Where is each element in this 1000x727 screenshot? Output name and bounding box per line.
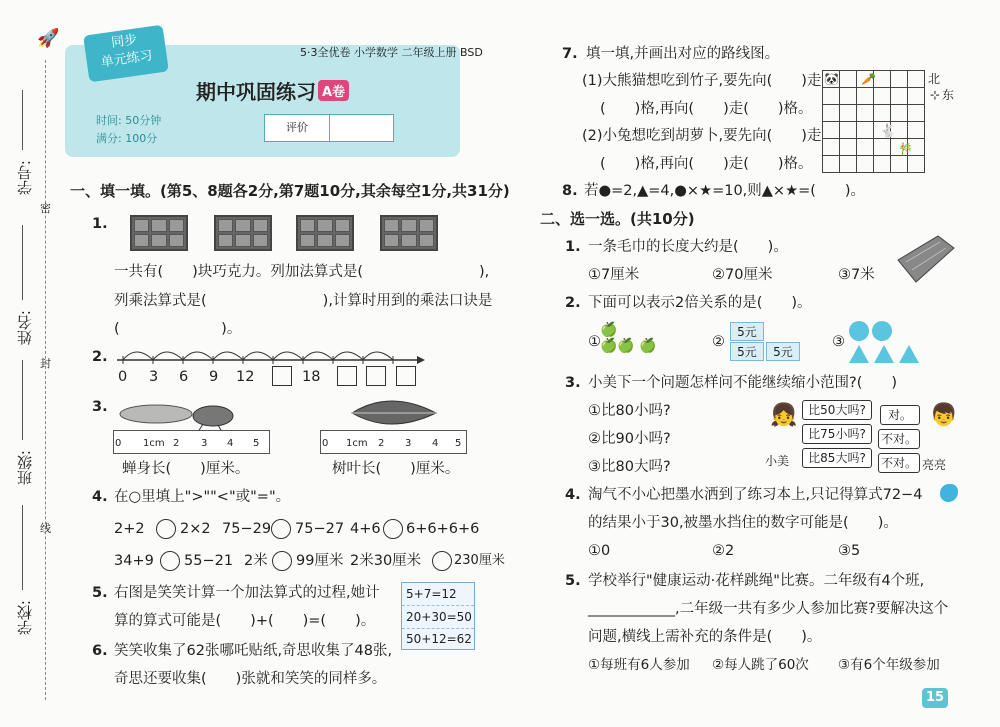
binding-mark: 密 <box>40 202 51 215</box>
expr: 6+6+6+6 <box>406 521 480 537</box>
section-heading: 二、选一选。(共10分) <box>540 210 695 228</box>
fruit-plates-icon: 🍏 🍏🍏 🍏 <box>600 322 657 354</box>
question-text: 填一填,并画出对应的路线图。 <box>586 46 780 62</box>
compass-east: 东 <box>942 88 955 102</box>
answer-box[interactable] <box>366 366 386 386</box>
expr: 2+2 <box>114 521 145 537</box>
id-label: 学号: <box>16 160 34 196</box>
question-text: 的结果小于30,被墨水挡住的数字可能是( )。 <box>588 515 898 531</box>
calc-box <box>401 582 475 650</box>
answer-box[interactable] <box>337 366 357 386</box>
page-number: 15 <box>922 688 948 708</box>
calc-step: 5+7=12 <box>402 583 474 606</box>
question-text: 学校举行"健康运动·花样跳绳"比赛。二年级有4个班, <box>588 573 925 589</box>
ruler-number: 2 <box>173 438 180 449</box>
question-text: ( )格,再向( )走( )格。 <box>600 156 813 172</box>
question-text: 蝉身长( )厘米。 <box>122 461 250 477</box>
score-info: 满分: 100分 <box>96 132 158 145</box>
question-text: 问题,横线上需补充的条件是( )。 <box>588 629 822 645</box>
question-number: 1. <box>565 239 581 255</box>
tick-label: 12 <box>236 369 255 385</box>
question-number: 4. <box>92 489 108 505</box>
question-number: 4. <box>565 487 581 503</box>
ruler-number: 4 <box>432 438 439 449</box>
panda-icon: 🐼 <box>824 72 839 86</box>
tick-label: 6 <box>179 369 189 385</box>
character-name: 小美 <box>765 454 790 468</box>
ruler-number: 4 <box>227 438 234 449</box>
option[interactable]: ③5 <box>838 543 861 559</box>
calc-step: 20+30=50 <box>402 606 474 629</box>
expr: 2米 <box>244 553 268 569</box>
expr: 75−27 <box>295 521 345 537</box>
badge-line: 同步 <box>110 32 139 51</box>
tick-label: 3 <box>149 369 159 385</box>
question-text: 小美下一个问题怎样问不能继续缩小范围?( ) <box>588 375 898 391</box>
question-text: (1)大熊猫想吃到竹子,要先向( )走 <box>582 73 822 89</box>
question-number: 3. <box>565 375 581 391</box>
question-text: 一条毛巾的长度大约是( )。 <box>588 239 788 255</box>
paper-tag: A卷 <box>318 80 349 101</box>
question-text: 在○里填上">""<"或"="。 <box>114 489 291 505</box>
question-number: 2. <box>565 295 581 311</box>
option[interactable]: ②比90小吗? <box>588 431 671 447</box>
carrot-icon: 🥕 <box>861 72 876 86</box>
question-text: 一共有( )块巧克力。列加法算式是( ), <box>114 264 490 280</box>
question-number: 5. <box>92 585 108 601</box>
question-text: ____________,二年级一共有多少人参加比赛?要解决这个 <box>588 601 949 617</box>
binding-line <box>45 60 46 700</box>
expr: 34+9 <box>114 553 154 569</box>
option[interactable]: ③比80大吗? <box>588 459 671 475</box>
ruler-number: 5 <box>253 438 260 449</box>
eval-field[interactable] <box>330 115 393 141</box>
speech-bubble: 比85大吗? <box>802 448 872 468</box>
reply-bubble: 对。 <box>880 405 920 425</box>
ruler-number: 5 <box>455 438 462 449</box>
ruler-number: 3 <box>405 438 412 449</box>
question-number: 1. <box>92 216 108 232</box>
name-label: 姓名: <box>16 310 34 346</box>
chocolate-image <box>130 215 188 251</box>
compare-circle[interactable] <box>156 519 176 539</box>
option-mark[interactable]: ② <box>712 334 725 350</box>
ruler <box>113 430 270 454</box>
character-name: 亮亮 <box>922 458 947 472</box>
series-info: 5·3全优卷 小学数学 二年级上册 BSD <box>300 46 483 59</box>
tick-label: 18 <box>302 369 321 385</box>
compare-circle[interactable] <box>271 519 291 539</box>
school-blank <box>22 505 23 590</box>
question-number: 2. <box>92 349 108 365</box>
question-text: 列乘法算式是( ),计算时用到的乘法口诀是 <box>114 293 493 309</box>
name-blank <box>22 225 23 300</box>
expr: 75−29 <box>222 521 272 537</box>
ruler-number: 0 <box>115 438 122 449</box>
money-note: 5元 <box>766 342 800 361</box>
school-label: 学校: <box>16 600 34 636</box>
ruler-number: 0 <box>322 438 329 449</box>
question-number: 7. <box>562 46 578 62</box>
calc-step: 50+12=62 <box>406 632 472 646</box>
compare-circle[interactable] <box>160 551 180 571</box>
question-number: 5. <box>565 573 581 589</box>
chocolate-image <box>296 215 354 251</box>
page-title: 期中巩固练习 <box>196 80 316 104</box>
ruler-number: 1cm <box>143 438 165 449</box>
ruler-number: 2 <box>378 438 385 449</box>
question-text: 树叶长( )厘米。 <box>332 461 460 477</box>
question-text: 若●=2,▲=4,●×★=10,则▲×★=( )。 <box>584 183 866 199</box>
expr: 230厘米 <box>454 553 505 568</box>
class-label: 班级: <box>16 450 34 486</box>
reply-bubble: 不对。 <box>878 453 920 473</box>
question-text: 算的算式可能是( )+( )=( )。 <box>114 613 376 629</box>
question-text: ( )格,再向( )走( )格。 <box>600 101 813 117</box>
ruler-number: 3 <box>201 438 208 449</box>
question-text: 下面可以表示2倍关系的是( )。 <box>588 295 812 311</box>
ink-blot-icon <box>940 484 958 502</box>
bamboo-icon: 🎋 <box>898 142 913 156</box>
cicada-image <box>118 392 238 432</box>
leaf-image <box>350 395 440 430</box>
id-blank <box>22 90 23 150</box>
time-info: 时间: 50分钟 <box>96 114 162 127</box>
ruler-number: 1cm <box>346 438 368 449</box>
question-number: 6. <box>92 643 108 659</box>
option[interactable]: ①每班有6人参加 <box>588 657 690 673</box>
option-mark[interactable]: ① <box>588 334 601 350</box>
option[interactable]: ③7米 <box>838 267 875 283</box>
ruler <box>320 430 467 454</box>
option[interactable]: ①比80小吗? <box>588 403 671 419</box>
compass-north: 北 <box>928 72 941 86</box>
compare-circle[interactable] <box>432 551 452 571</box>
tick-label: 0 <box>118 369 128 385</box>
question-text: 淘气不小心把墨水洒到了练习本上,只记得算式72−4 <box>588 487 923 503</box>
shapes-image <box>848 320 923 364</box>
compare-circle[interactable] <box>272 551 292 571</box>
expr: 4+6 <box>350 521 381 537</box>
option[interactable]: ②70厘米 <box>712 267 773 283</box>
reply-bubble: 不对。 <box>878 429 920 449</box>
binding-mark: 线 <box>40 522 51 535</box>
rabbit-icon: 🐇 <box>880 124 897 139</box>
chocolate-image <box>380 215 438 251</box>
speech-bubble: 比75小吗? <box>802 424 872 444</box>
compare-circle[interactable] <box>383 519 403 539</box>
eval-label: 评价 <box>265 115 330 141</box>
option[interactable]: ②2 <box>712 543 735 559</box>
money-note: 5元 <box>730 322 764 341</box>
question-number: 3. <box>92 399 108 415</box>
question-text: (2)小兔想吃到胡萝卜,要先向( )走 <box>582 128 822 144</box>
girl-avatar: 👧 <box>770 403 798 428</box>
expr: 2米30厘米 <box>350 553 422 569</box>
chocolate-image <box>214 215 272 251</box>
option[interactable]: ③有6个年级参加 <box>838 657 940 673</box>
answer-box[interactable] <box>272 366 292 386</box>
eval-box <box>264 114 394 142</box>
expr: 99厘米 <box>296 553 344 569</box>
class-blank <box>22 360 23 440</box>
expr: 2×2 <box>180 521 211 537</box>
expr: 55−21 <box>184 553 234 569</box>
section-heading: 一、填一填。(第5、8题各2分,第7题10分,其余每空1分,共31分) <box>70 182 510 200</box>
compass-arrows-icon: ⊹ <box>930 88 941 102</box>
option[interactable]: ②每人跳了60次 <box>712 657 809 673</box>
option[interactable]: ①7厘米 <box>588 267 640 283</box>
question-text: ( )。 <box>114 321 242 337</box>
boy-avatar: 👦 <box>930 403 958 428</box>
rocket-icon: 🚀 <box>37 28 60 49</box>
answer-box[interactable] <box>396 366 416 386</box>
question-text: 奇思还要收集( )张就和笑笑的同样多。 <box>114 671 387 687</box>
speech-bubble: 比50大吗? <box>802 400 872 420</box>
tick-label: 9 <box>209 369 219 385</box>
option-mark[interactable]: ③ <box>832 334 845 350</box>
question-text: 右图是笑笑计算一个加法算式的过程,她计 <box>114 585 380 601</box>
badge-line: 单元练习 <box>100 48 154 71</box>
money-note: 5元 <box>730 342 764 361</box>
binding-mark: 封 <box>40 357 51 370</box>
question-number: 8. <box>562 183 578 199</box>
towel-image <box>888 232 958 284</box>
option[interactable]: ①0 <box>588 543 611 559</box>
question-text: 笑笑收集了62张哪吒贴纸,奇思收集了48张, <box>114 643 393 659</box>
